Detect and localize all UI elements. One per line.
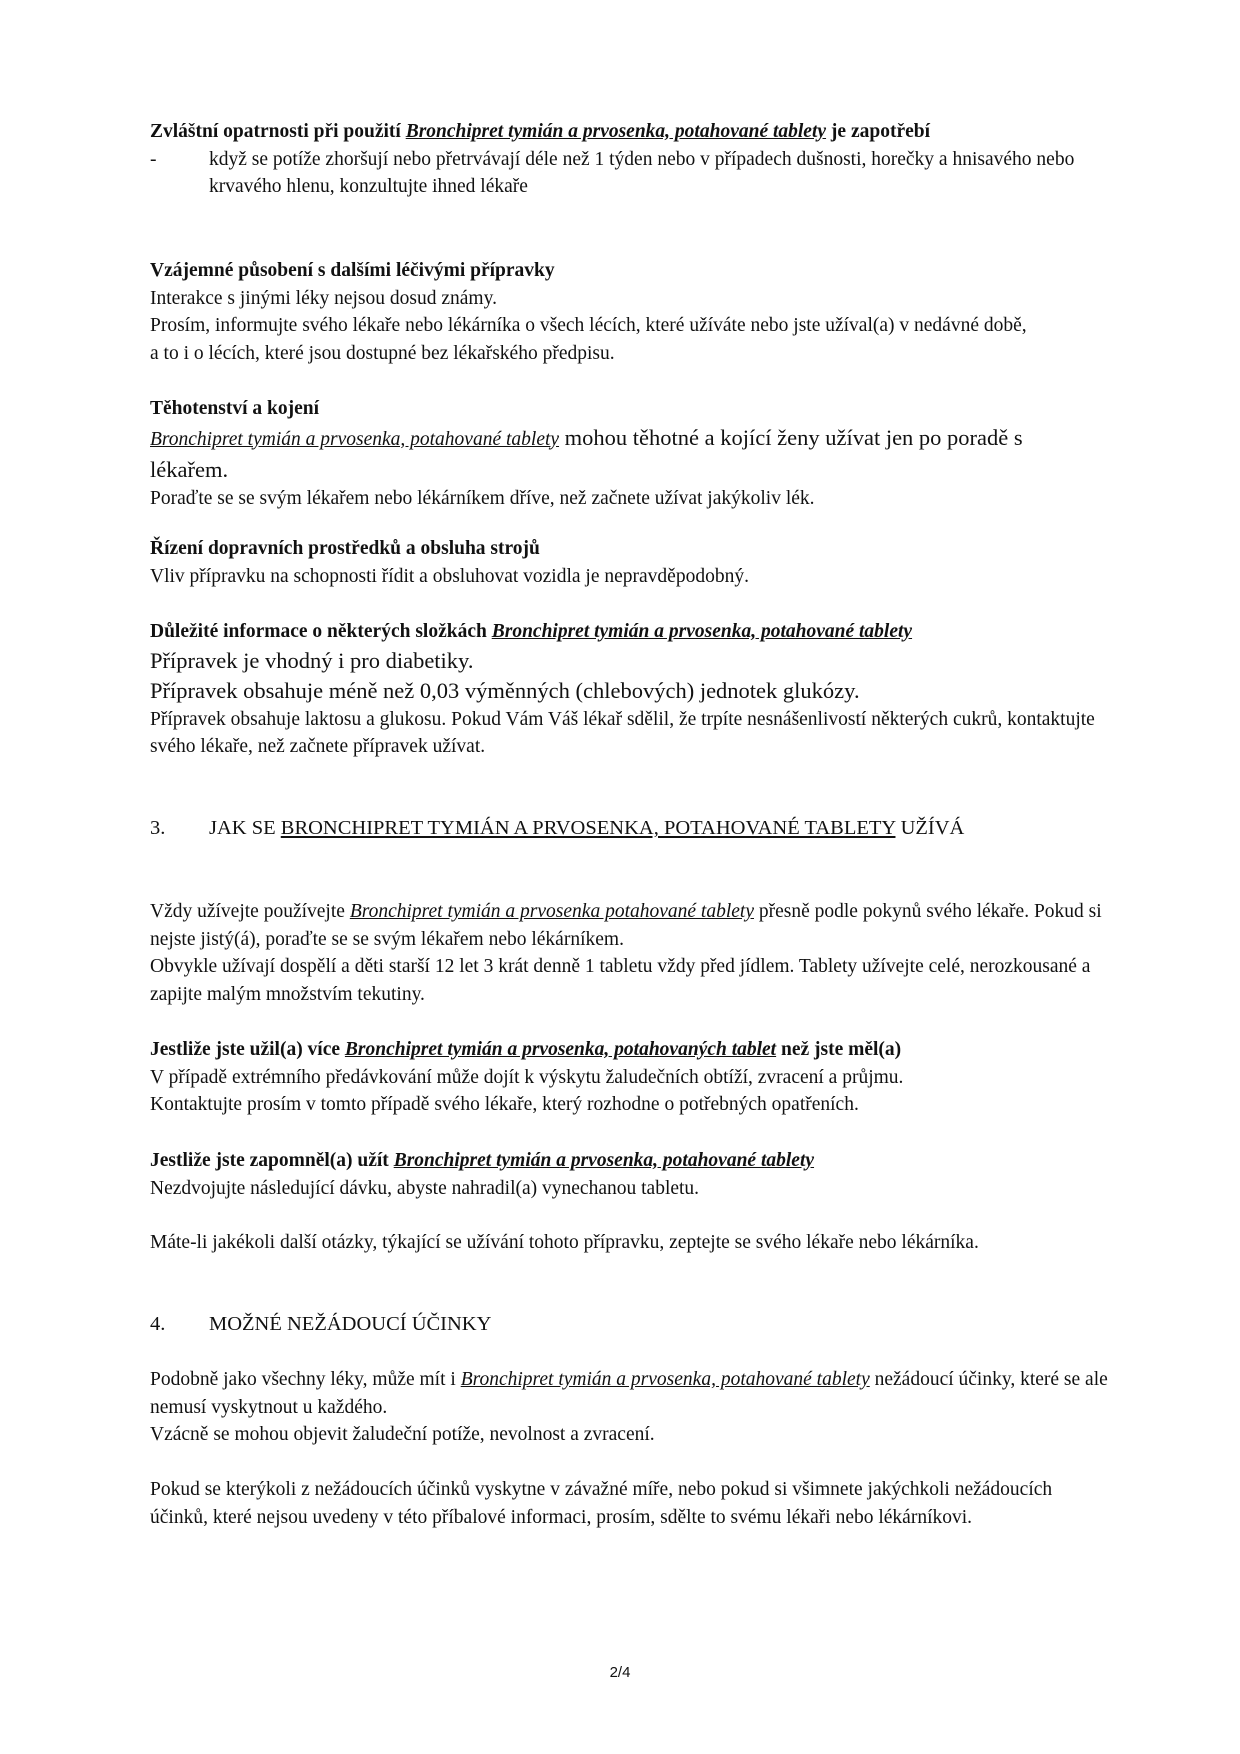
interactions-line1: Interakce s jinými léky nejsou dosud známy. [150,287,497,309]
missed-dose-section [150,1147,1110,1202]
pregnancy-section [150,395,1110,512]
section-4-report [150,1476,1110,1531]
missed-dose-heading: Jestliže jste zapomněl(a) užít Bronchipret tymián a prvosenka, potahované tablety [150,1150,815,1171]
driving-heading: Řízení dopravních prostředků a obsluha strojů [150,538,540,559]
product-name-link: Bronchipret tymián a prvosenka potahované tablety [349,901,754,922]
product-name-link: Bronchipret tymián a prvosenka, potahované tablety [150,428,560,450]
driving-section [150,535,1110,590]
page-number: 2/4 [609,1664,631,1681]
ingredients-line2: Přípravek obsahuje méně než 0,03 výměnných (chlebových) jednotek glukózy. [150,677,860,703]
special-care-bullet [150,146,1110,201]
section-4-report-text: Pokud se kterýkoli z nežádoucích účinků vyskytne v závažné míře, nebo pokud si všimnete jakýchkoli nežádoucích účinků, které nejsou uvedeny v této příbalové informaci, prosím, sdělte to svému lékaři nebo lékárníkovi. [150,1479,1053,1528]
section-4 [150,1310,1110,1338]
section-3 [150,814,1110,842]
ingredients-heading: Důležité informace o některých složkách Bronchipret tymián a prvosenka, potahované tablety [150,621,913,642]
section-number: 3. [150,817,166,839]
section-4-intro: Podobně jako všechny léky, může mít i Bronchipret tymián a prvosenka, potahované tablety nežádoucí účinky, které se ale nemusí vyskytnout u každého. [150,1369,1108,1418]
questions-text: Máte-li jakékoli další otázky, týkající se užívání tohoto přípravku, zeptejte se svého lékaře nebo lékárníka. [150,1232,979,1253]
section-4-body [150,1366,1110,1449]
driving-text: Vliv přípravku na schopnosti řídit a obsluhovat vozidla je nepravděpodobný. [150,565,749,587]
section-4-title: 4. MOŽNÉ NEŽÁDOUCÍ ÚČINKY [150,1310,1110,1338]
section-4-line2: Vzácně se mohou objevit žaludeční potíže, nevolnost a zvracení. [150,1424,655,1445]
interactions-section [150,257,1110,367]
section-3-intro: Vždy užívejte používejte Bronchipret tymián a prvosenka potahované tablety přesně podle pokynů svého lékaře. Pokud si nejste jistý(á), poraďte se se svým lékařem nebo lékárníkem. [150,901,1102,950]
overdose-heading: Jestliže jste užil(a) více Bronchipret tymián a prvosenka, potahovaných tablet než jste měl(a) [150,1039,902,1060]
pregnancy-line2: Poraďte se se svým lékařem nebo lékárníkem dříve, než začnete užívat jakýkoliv lék. [150,487,815,509]
interactions-line2: Prosím, informujte svého lékaře nebo lékárníka o všech lécích, které užíváte nebo jste užíval(a) v nedávné době, a to i o lécích, které jsou dostupné bez lékařského předpisu. [150,315,1027,364]
product-name-link: Bronchipret tymián a prvosenka, potahovaných tablet [344,1039,777,1060]
section-3-title-link: BRONCHIPRET TYMIÁN A PRVOSENKA, POTAHOVANÉ TABLETY [280,817,896,839]
overdose-line1: V případě extrémního předávkování může dojít k výskytu žaludečních obtíží, zvracení a průjmu. [150,1066,904,1088]
section-3-body [150,898,1110,1008]
missed-dose-text: Nezdvojujte následující dávku, abyste nahradil(a) vynechanou tabletu. [150,1177,700,1199]
bullet-mark: - [150,148,157,170]
ingredients-line1: Přípravek je vhodný i pro diabetiky. [150,647,474,673]
product-name-link: Bronchipret tymián a prvosenka, potahované tablety [460,1369,870,1390]
pregnancy-line1: Bronchipret tymián a prvosenka, potahované tablety mohou těhotné a kojící ženy užívat jen po poradě s lékařem. [150,424,1023,482]
product-name-link: Bronchipret tymián a prvosenka, potahované tablety [393,1150,815,1171]
section-3-title: 3. JAK SE BRONCHIPRET TYMIÁN A PRVOSENKA, POTAHOVANÉ TABLETY UŽÍVÁ [150,814,1110,842]
section-3-dosage: Obvykle užívají dospělí a děti starší 12 let 3 krát denně 1 tabletu vždy před jídlem. Tablety užívejte celé, nerozkousané a zapijte malým množstvím tekutiny. [150,956,1091,1005]
interactions-heading: Vzájemné působení s dalšími léčivými přípravky [150,260,555,281]
questions-paragraph [150,1229,1110,1257]
bullet-text: když se potíže zhoršují nebo přetrvávají déle než 1 týden nebo v případech dušnosti, horečky a hnisavého nebo krvavého hlenu, konzultujte ihned lékaře [209,148,1075,197]
special-care-section [150,118,1110,201]
overdose-line2: Kontaktujte prosím v tomto případě svého lékaře, který rozhodne o potřebných opatřeních. [150,1094,859,1115]
product-name-link: Bronchipret tymián a prvosenka, potahované tablety [491,621,913,642]
product-name-link: Bronchipret tymián a prvosenka, potahované tablety [405,121,827,142]
overdose-section [150,1036,1110,1119]
ingredients-line3: Přípravek obsahuje laktosu a glukosu. Pokud Vám Váš lékař sdělil, že trpíte nesnášenlivostí některých cukrů, kontaktujte svého lékaře, než začnete přípravek užívat. [150,708,1095,757]
ingredients-section [150,618,1110,761]
section-number: 4. [150,1313,166,1335]
pregnancy-heading: Těhotenství a kojení [150,398,320,419]
special-care-heading: Zvláštní opatrnosti při použití Bronchipret tymián a prvosenka, potahované tablety je zapotřebí [150,121,931,142]
